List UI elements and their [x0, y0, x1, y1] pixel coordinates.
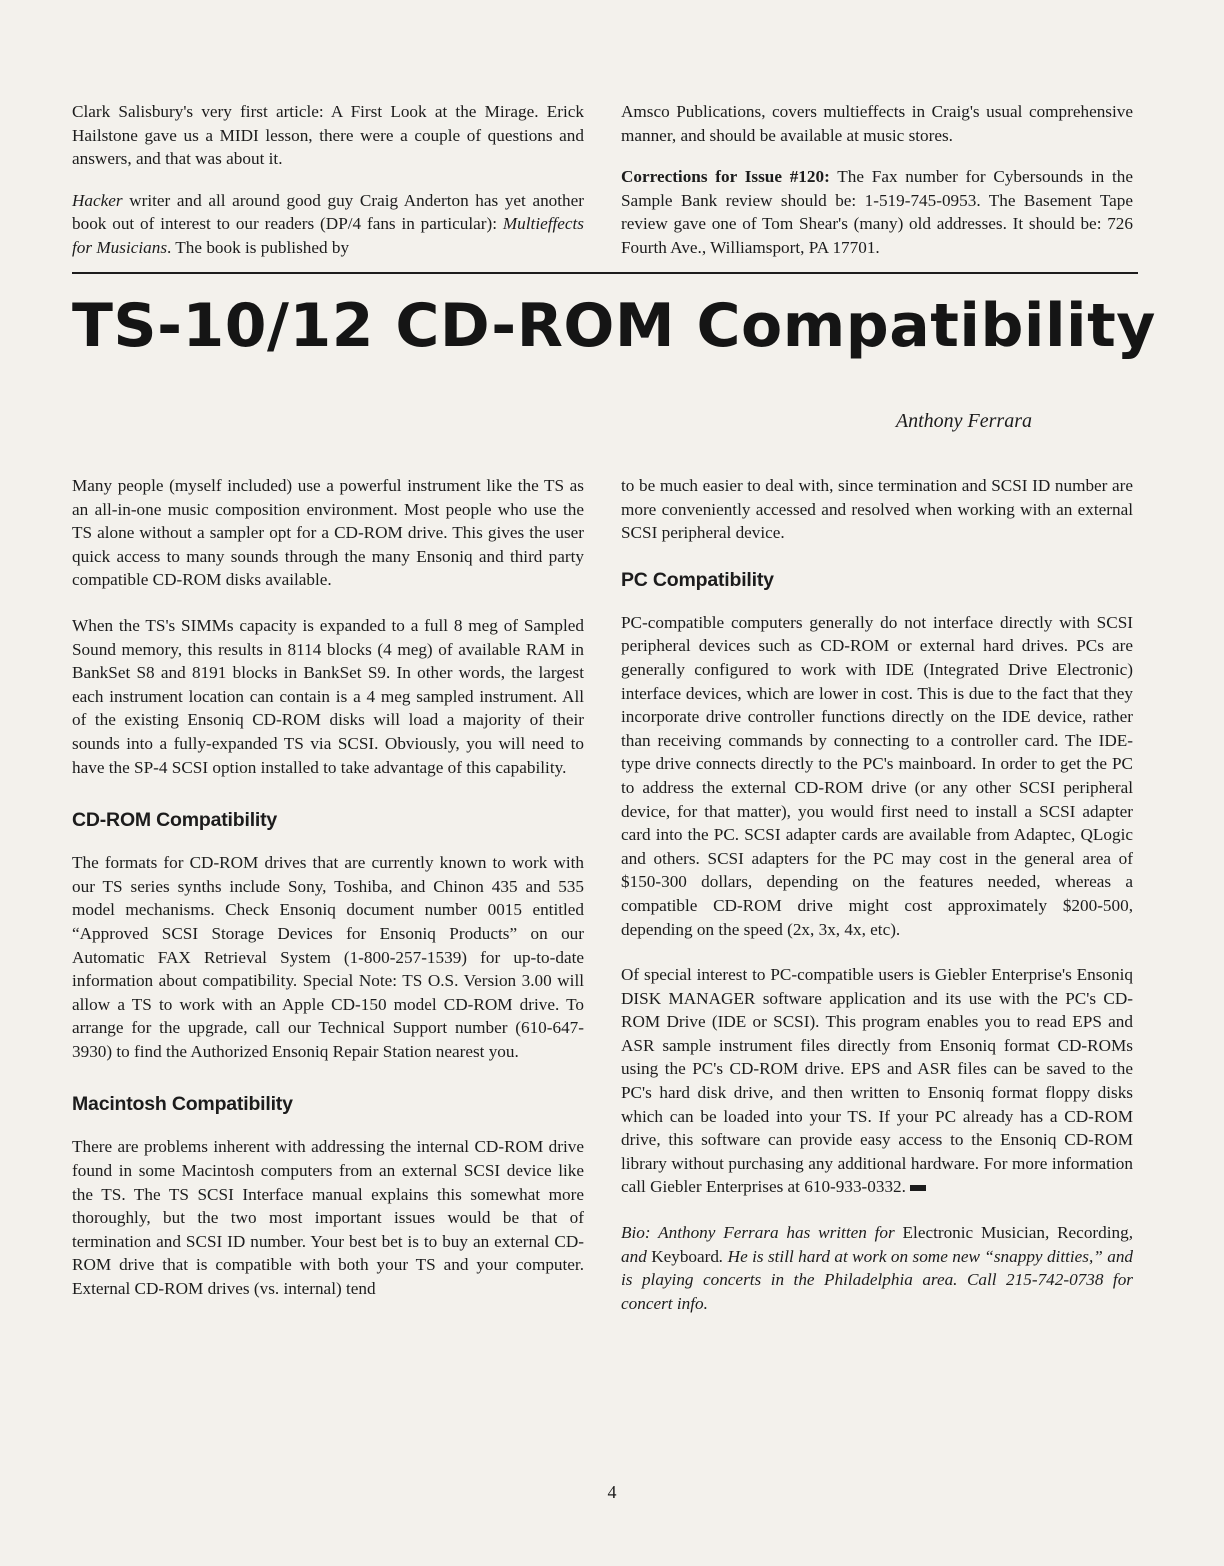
text-run: . The book is published by: [167, 237, 350, 257]
text-run: writer and all around good guy Craig Anderton has yet another book out of interest to our readers (DP/4 fans in particular):: [72, 190, 584, 234]
previous-article-left-column: [72, 100, 584, 278]
text-run: . He is still hard at work on some new “snappy ditties,” and is playing concerts in the Philadelphia area. Call 215-742-0738 for concert info.: [621, 1246, 1134, 1313]
paragraph: Clark Salisbury's very first article: A First Look at the Mirage. Erick Hailstone gave us a MIDI lesson, there were a couple of questions and answers, and that was about it.: [72, 102, 584, 169]
paragraph: [621, 963, 1133, 1199]
end-of-article-mark: [910, 1185, 926, 1191]
paragraph: PC-compatible computers generally do not interface directly with SCSI peripheral devices such as CD-ROM or external hard drives. PCs are generally configured to work with IDE (Integrated Drive Electronic) interface devices, which are lower in cost. This is due to the fact that they incorporate drive controller functions directly on the IDE device, rather than receiving commands by connecting to a controller card. The IDE-type drive connects directly to the PC's mainboard. In order to get the PC to address the external CD-ROM drive (or any other SCSI peripheral device, for that matter), you would first need to install a SCSI adapter card into the PC. SCSI adapter cards are available from Adaptec, QLogic and others. SCSI adapters for the PC may cost in the general area of $150-300 dollars, depending on the features needed, whereas a compatible CD-ROM drive might cost approximately $200-500, depending on the speed (2x, 3x, 4x, etc).: [621, 612, 1133, 939]
article-left-column: [72, 474, 584, 1323]
article-title: TS-10/12 CD-ROM Compatibility: [72, 291, 1156, 361]
author-byline: Anthony Ferrara: [895, 410, 1032, 432]
text-run: Of special interest to PC-compatible users is Giebler Enterprise's Ensoniq DISK MANAGER software application and its use with the PC's CD-ROM Drive (IDE or SCSI). This program enables you to read EPS and ASR sample instrument files directly from Ensoniq format CD-ROMs using the PC's CD-ROM drive. EPS and ASR files can be saved to the PC's hard disk drive, and then written to Ensoniq format floppy disks which can be loaded into your TS. If your PC already has a CD-ROM drive, this software can provide easy access to the Ensoniq CD-ROM library without purchasing any additional hardware. For more information call Giebler Enterprises at 610-933-0332.: [621, 965, 1133, 1197]
paragraph: The formats for CD-ROM drives that are currently known to work with our TS series synths include Sony, Toshiba, and Chinon 435 and 535 model mechanisms. Check Ensoniq document number 0015 entitled “Approved SCSI Storage Devices for Ensoniq Products” on our Automatic FAX Retrieval System (1-800-257-1539) for up-to-date information about compatibility. Special Note: TS O.S. Version 3.00 will allow a TS to work with an Apple CD-150 model CD-ROM drive. To arrange for the upgrade, call our Technical Support number (610-647-3930) to find the Authorized Ensoniq Repair Station nearest you.: [72, 853, 584, 1061]
paragraph: Amsco Publications, covers multieffects in Craig's usual comprehensive manner, and should be available at music stores.: [621, 102, 1133, 145]
publication-name: Electronic Musician: [902, 1223, 1045, 1243]
paragraph: to be much easier to deal with, since termination and SCSI ID number are more conveniently accessed and resolved when working with an external SCSI peripheral device.: [621, 476, 1133, 543]
text-run: The Fax number for Cybersounds in the Sample Bank review should be: 1-519-745-0953. The Basement Tape review gave one of Tom Shear's (many) old addresses. It should be: 726 Fourth Ave., Williamsport, PA 17701.: [621, 167, 1134, 257]
section-heading-macintosh: Macintosh Compatibility: [72, 1093, 293, 1116]
text-run: Bio: Anthony Ferrara has written for: [621, 1223, 903, 1243]
publication-name: Recording: [1057, 1223, 1129, 1243]
emphasis: Hacker: [72, 190, 123, 210]
paragraph: There are problems inherent with addressing the internal CD-ROM drive found in some Macintosh computers from an external SCSI device like the TS. The TS SCSI Interface manual explains this somewhat more thoroughly, but the two most important issues would be that of termination and SCSI ID number. Your best bet is to buy an external CD-ROM drive that is compatible with both your TS and your computer. External CD-ROM drives (vs. internal) tend: [72, 1137, 584, 1299]
section-divider: [72, 272, 1138, 274]
previous-article-right-column: [621, 100, 1133, 278]
text-run: , and: [621, 1223, 1133, 1266]
section-heading-pc: PC Compatibility: [621, 568, 774, 591]
paragraph: Many people (myself included) use a powerful instrument like the TS as an all-in-one music composition environment. Most people who use the TS alone without a sampler opt for a CD-ROM drive. This gives the user quick access to many sounds through the many Ensoniq and third party compatible CD-ROM disks available.: [72, 476, 584, 590]
article-right-column: [621, 474, 1133, 1337]
page-number: 4: [607, 1482, 617, 1502]
paragraph: When the TS's SIMMs capacity is expanded to a full 8 meg of Sampled Sound memory, this results in 8114 blocks (4 meg) of available RAM in BankSet S8 and 8191 blocks in BankSet S9. In other words, the largest each instrument location can contain is a 4 meg sampled instrument. All of the existing Ensoniq CD-ROM disks will load a majority of their sounds into a fully-expanded TS via SCSI. Obviously, you will need to have the SP-4 SCSI option installed to take advantage of this capability.: [72, 615, 584, 777]
publication-name: Keyboard: [651, 1246, 719, 1266]
author-bio: [621, 1221, 1133, 1315]
book-title: Multieffects for Musicians: [72, 214, 584, 257]
corrections-label: Corrections for Issue #120:: [621, 167, 830, 187]
corrections-paragraph: [621, 165, 1133, 259]
section-heading-cdrom: CD-ROM Compatibility: [72, 809, 278, 832]
text-run: ,: [1044, 1223, 1058, 1243]
paragraph: [72, 189, 584, 260]
